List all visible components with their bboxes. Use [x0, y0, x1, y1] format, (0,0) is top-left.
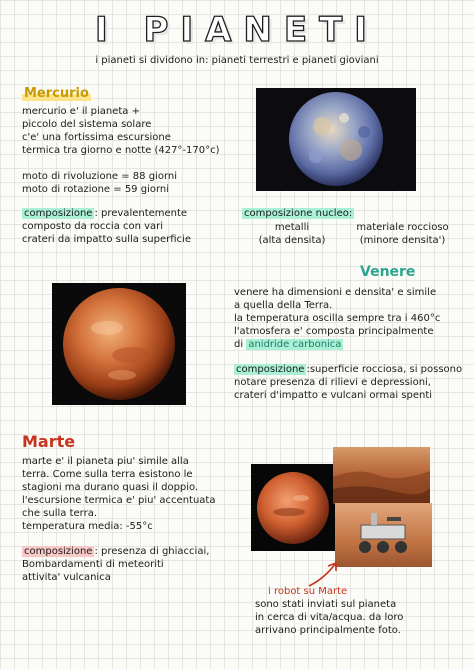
marte-composition-line-1: : presenza di ghiacciai, — [94, 546, 210, 557]
mercurio-composition-label: composizione — [24, 208, 93, 219]
venere-line-4: l'atmosfera e' composta principalmente — [234, 326, 434, 337]
mercurio-composition-line-1: composto da roccia con vari — [22, 221, 164, 232]
marte-line-1: marte e' il pianeta piu' simile alla — [22, 456, 189, 467]
mercurio-core-rock-density: (minore densita') — [359, 235, 446, 246]
marte-composition-label: composizione — [24, 546, 93, 557]
marte-line-4: l'escursione termica e' piu' accentuata — [22, 495, 216, 506]
marte-heading: Marte — [22, 432, 76, 451]
mercury-planet-icon — [256, 88, 416, 191]
marte-composition-line-3: attivita' vulcanica — [22, 572, 111, 583]
mercurio-core-metal: metalli — [274, 222, 310, 233]
venere-line-2: a quella della Terra. — [234, 300, 333, 311]
venere-line-5-prefix: di — [234, 339, 244, 350]
mercurio-line-1: mercurio e' il pianeta + — [22, 106, 140, 117]
mercurio-core-title-text: composizione nucleo: — [244, 208, 353, 219]
mercurio-core-rock: materiale roccioso — [356, 222, 449, 233]
marte-line-2: terra. Come sulla terra esistono le — [22, 469, 193, 480]
mercurio-composition-value: : prevalentemente — [94, 208, 188, 219]
rover-icon — [335, 503, 432, 567]
venus-planet-icon — [52, 283, 186, 405]
mercurio-composition-line-2: crateri da impatto sulla superficie — [22, 234, 191, 245]
venere-composition — [234, 364, 462, 376]
mars-landscape-icon — [333, 447, 430, 504]
marte-robot-title: i robot su Marte — [268, 586, 348, 597]
venere-highlight: anidride carbonica — [248, 339, 342, 350]
page-subtitle: i pianeti si dividono in: pianeti terrestri e pianeti gioviani — [95, 55, 379, 66]
mercurio-revolution: moto di rivoluzione = 88 giorni — [22, 171, 177, 182]
venus-image — [52, 283, 186, 405]
venere-line-1: venere ha dimensioni e densita' e simile — [234, 287, 437, 298]
venere-composition-label: composizione — [236, 364, 305, 375]
marte-robot-line-1: sono stati inviati sul pianeta — [255, 599, 397, 610]
venere-composition-value: :superficie rocciosa, si possono — [306, 364, 463, 375]
venere-composition-line-2: crateri d'impatto e vulcani ormai spenti — [234, 390, 433, 401]
venere-line-5 — [234, 339, 343, 351]
mercurio-composition — [22, 208, 187, 220]
marte-composition-line-2: Bombardamenti di meteoriti — [22, 559, 164, 570]
mars-planet-icon — [251, 464, 335, 551]
marte-robot-line-2: in cerca di vita/acqua. da loro — [255, 612, 404, 623]
mars-image — [251, 464, 335, 551]
page-title: I PIANETI — [95, 10, 379, 50]
mars-rover-image — [335, 503, 432, 567]
mercurio-core-metal-density: (alta densita) — [258, 235, 326, 246]
marte-line-3: stagioni ma durano quasi il doppio. — [22, 482, 199, 493]
mars-surface-image — [333, 447, 430, 504]
arrow-icon — [305, 560, 345, 588]
mercurio-heading: Mercurio — [24, 86, 89, 101]
venere-line-3: la temperatura oscilla sempre tra i 460°c — [234, 313, 441, 324]
mercurio-rotation: moto di rotazione = 59 giorni — [22, 184, 170, 195]
mercurio-core-title — [242, 208, 354, 220]
mercury-image — [256, 88, 416, 191]
marte-line-5: che sulla terra. — [22, 508, 98, 519]
venere-composition-line-1: notare presenza di rilievi e depressioni, — [234, 377, 431, 388]
mercurio-line-4: termica tra giorno e notte (427°-170°c) — [22, 145, 220, 156]
mercurio-line-2: piccolo del sistema solare — [22, 119, 152, 130]
marte-robot-line-3: arrivano principalmente foto. — [255, 625, 401, 636]
marte-composition — [22, 546, 209, 558]
marte-temperature: temperatura media: -55°c — [22, 521, 153, 532]
venere-heading: Venere — [360, 264, 416, 280]
mercurio-line-3: c'e' una fortissima escursione — [22, 132, 171, 143]
